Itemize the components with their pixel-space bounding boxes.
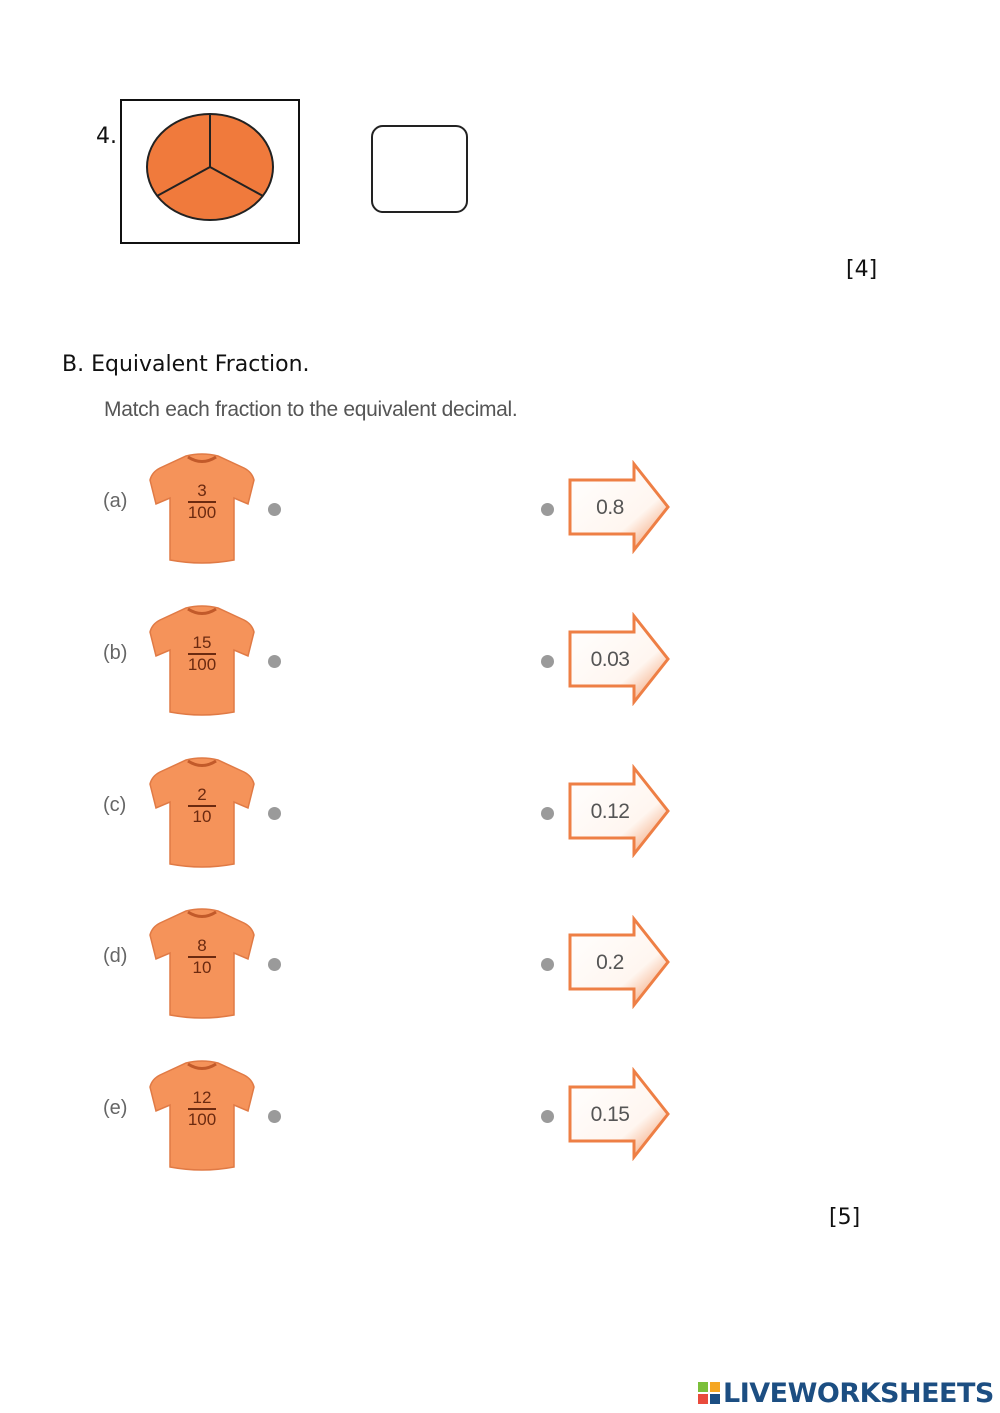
- match-row: [0, 450, 1000, 570]
- fraction-numerator: 8: [197, 936, 207, 955]
- fraction-label: [148, 634, 256, 674]
- match-dot-right[interactable]: [541, 655, 554, 668]
- fraction-numerator: 3: [197, 481, 207, 500]
- decimal-value: 0.8: [596, 496, 624, 519]
- fraction-numerator: 12: [192, 1088, 212, 1107]
- decimal-value: 0.2: [596, 951, 624, 974]
- section-title: B. Equivalent Fraction.: [62, 352, 310, 377]
- liveworksheets-logo-icon: [698, 1382, 720, 1404]
- decimal-value: 0.15: [590, 1103, 630, 1126]
- match-dot-left[interactable]: [268, 1110, 281, 1123]
- match-row: [0, 905, 1000, 1025]
- fraction-denominator: 100: [187, 654, 217, 674]
- match-row: [0, 754, 1000, 874]
- match-dot-left[interactable]: [268, 958, 281, 971]
- fraction-label: [148, 786, 256, 826]
- fraction-numerator: 15: [192, 633, 212, 652]
- fraction-denominator: 10: [192, 806, 212, 826]
- match-dot-left[interactable]: [268, 807, 281, 820]
- match-dot-right[interactable]: [541, 958, 554, 971]
- tshirt-icon: [148, 905, 256, 1021]
- fraction-label: [148, 1089, 256, 1129]
- fraction-denominator: 100: [187, 1109, 217, 1129]
- decimal-value: 0.12: [590, 800, 630, 823]
- row-label: (b): [103, 642, 128, 664]
- marks-label: [4]: [846, 257, 878, 282]
- match-dot-right[interactable]: [541, 1110, 554, 1123]
- row-label: (a): [103, 490, 128, 512]
- tshirt-icon: [148, 602, 256, 718]
- fraction-label: [148, 482, 256, 522]
- match-row: [0, 602, 1000, 722]
- brand-logo: [698, 1375, 994, 1411]
- brand-text: LIVEWORKSHEETS: [723, 1377, 994, 1409]
- tshirt-icon: [148, 450, 256, 566]
- answer-input-box[interactable]: [371, 125, 468, 213]
- decimal-value: 0.03: [590, 648, 630, 671]
- match-dot-left[interactable]: [268, 503, 281, 516]
- marks-label: [5]: [829, 1205, 861, 1230]
- fraction-denominator: 100: [187, 502, 217, 522]
- match-dot-right[interactable]: [541, 503, 554, 516]
- row-label: (c): [103, 794, 127, 816]
- row-label: (e): [103, 1097, 128, 1119]
- tshirt-icon: [148, 754, 256, 870]
- instruction-text: Match each fraction to the equivalent decimal.: [104, 398, 518, 421]
- tshirt-icon: [148, 1057, 256, 1173]
- fraction-denominator: 10: [192, 957, 212, 977]
- match-row: [0, 1057, 1000, 1177]
- fraction-picture-box: [120, 99, 300, 244]
- fraction-label: [148, 937, 256, 977]
- match-dot-right[interactable]: [541, 807, 554, 820]
- fraction-numerator: 2: [197, 785, 207, 804]
- question-number: 4.: [96, 124, 117, 149]
- row-label: (d): [103, 945, 128, 967]
- match-dot-left[interactable]: [268, 655, 281, 668]
- pie-circle-icon: [122, 101, 298, 242]
